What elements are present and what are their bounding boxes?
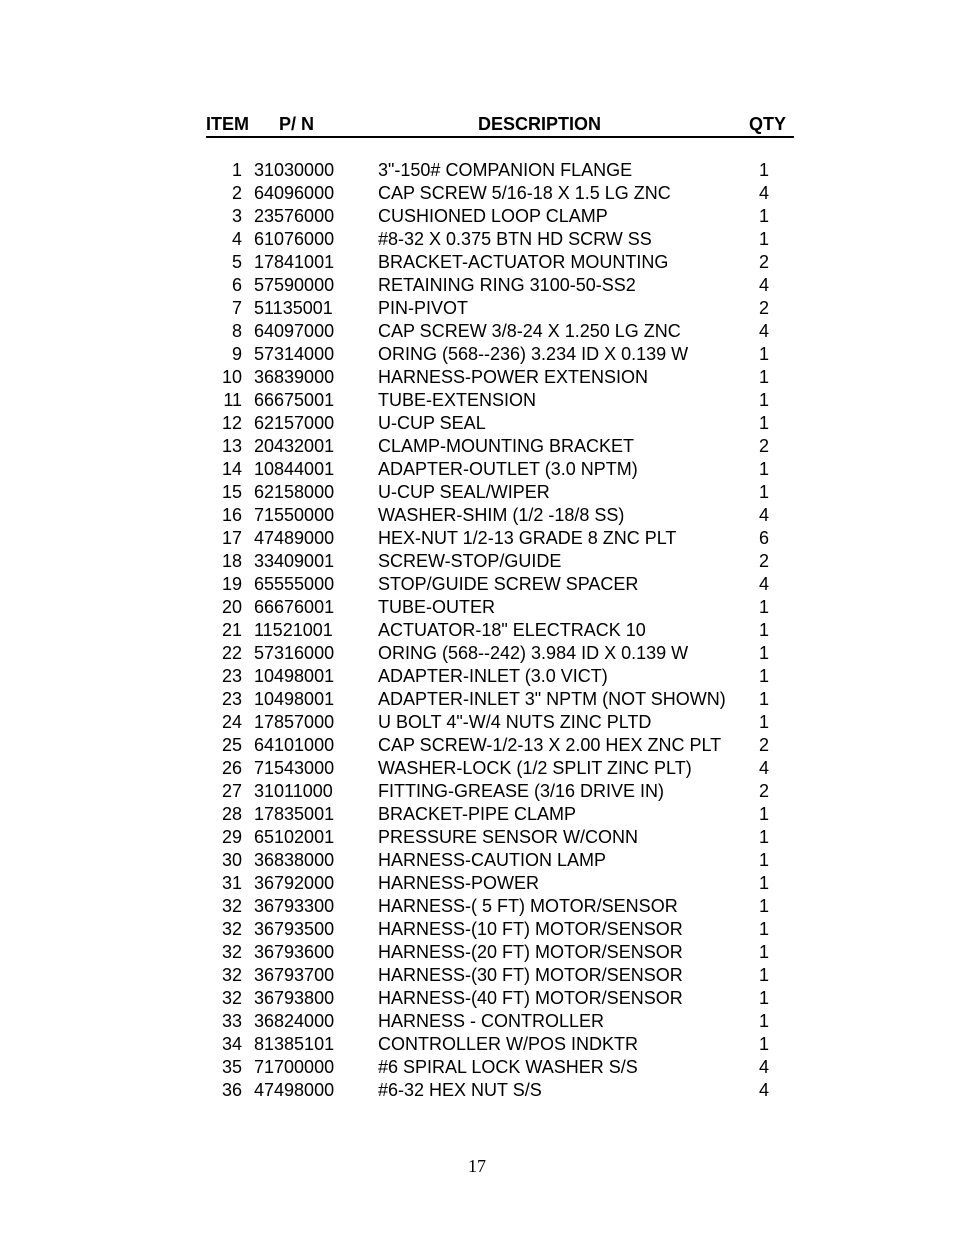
part-quantity: 1 [758, 643, 769, 663]
part-description: STOP/GUIDE SCREW SPACER [378, 574, 639, 594]
part-quantity: 1 [758, 160, 769, 180]
table-row [206, 274, 794, 297]
part-quantity: 4 [758, 505, 769, 525]
part-description: PRESSURE SENSOR W/CONN [378, 827, 639, 847]
part-number: 81385101 [254, 1034, 335, 1054]
part-description: CAP SCREW 3/8-24 X 1.250 LG ZNC [378, 321, 681, 341]
part-number: 10844001 [254, 459, 335, 479]
table-row [206, 412, 794, 435]
table-row [206, 642, 794, 665]
part-number: 36793600 [254, 942, 335, 962]
part-description: ACTUATOR-18" ELECTRACK 10 [378, 620, 646, 640]
part-quantity: 1 [758, 942, 769, 962]
part-number: 17835001 [254, 804, 335, 824]
table-row [206, 619, 794, 642]
part-description: ADAPTER-OUTLET (3.0 NPTM) [378, 459, 638, 479]
item-number: 32 [221, 988, 242, 1008]
part-quantity: 4 [758, 1057, 769, 1077]
part-number: 66675001 [254, 390, 335, 410]
item-number: 23 [221, 689, 242, 709]
item-number: 31 [221, 873, 242, 893]
item-number: 32 [221, 896, 242, 916]
part-description: HARNESS-CAUTION LAMP [378, 850, 607, 870]
part-quantity: 2 [758, 252, 769, 272]
table-row [206, 1033, 794, 1056]
item-number: 24 [221, 712, 242, 732]
table-row [206, 504, 794, 527]
item-number: 18 [221, 551, 242, 571]
part-number: 57590000 [254, 275, 335, 295]
item-number: 9 [231, 344, 242, 364]
item-number: 13 [221, 436, 242, 456]
part-number: 36793300 [254, 896, 335, 916]
part-quantity: 1 [758, 344, 769, 364]
table-row [206, 918, 794, 941]
item-number: 33 [221, 1011, 242, 1031]
part-quantity: 1 [758, 896, 769, 916]
part-number: 65102001 [254, 827, 335, 847]
item-number: 3 [231, 206, 242, 226]
part-description: #6 SPIRAL LOCK WASHER S/S [378, 1057, 638, 1077]
part-quantity: 1 [758, 459, 769, 479]
part-description: CAP SCREW-1/2-13 X 2.00 HEX ZNC PLT [378, 735, 722, 755]
item-number: 21 [221, 620, 242, 640]
part-quantity: 1 [758, 597, 769, 617]
part-description: HARNESS-(10 FT) MOTOR/SENSOR [378, 919, 683, 939]
part-description: SCREW-STOP/GUIDE [378, 551, 562, 571]
part-quantity: 1 [758, 712, 769, 732]
part-number: 23576000 [254, 206, 335, 226]
part-number: 36793500 [254, 919, 335, 939]
part-number: 36839000 [254, 367, 335, 387]
part-description: WASHER-LOCK (1/2 SPLIT ZINC PLT) [378, 758, 692, 778]
table-row [206, 872, 794, 895]
part-quantity: 4 [758, 758, 769, 778]
part-quantity: 4 [758, 321, 769, 341]
part-quantity: 2 [758, 735, 769, 755]
part-quantity: 1 [758, 666, 769, 686]
part-number: 17857000 [254, 712, 335, 732]
item-number: 4 [231, 229, 242, 249]
item-number: 35 [221, 1057, 242, 1077]
part-quantity: 1 [758, 919, 769, 939]
part-quantity: 2 [758, 298, 769, 318]
table-row [206, 228, 794, 251]
part-description: ORING (568--242) 3.984 ID X 0.139 W [378, 643, 689, 663]
item-number: 2 [231, 183, 242, 203]
part-quantity: 2 [758, 436, 769, 456]
item-number: 36 [221, 1080, 242, 1100]
item-number: 32 [221, 942, 242, 962]
item-number: 32 [221, 965, 242, 985]
part-quantity: 1 [758, 689, 769, 709]
table-row [206, 964, 794, 987]
part-quantity: 2 [758, 781, 769, 801]
parts-list-table [206, 112, 794, 1100]
table-row [206, 987, 794, 1010]
part-quantity: 4 [758, 183, 769, 203]
part-quantity: 1 [758, 850, 769, 870]
part-number: 10498001 [254, 689, 335, 709]
part-description: HEX-NUT 1/2-13 GRADE 8 ZNC PLT [378, 528, 677, 548]
part-quantity: 1 [758, 367, 769, 387]
item-number: 6 [231, 275, 242, 295]
table-row [206, 481, 794, 504]
part-number: 57316000 [254, 643, 335, 663]
part-quantity: 2 [758, 551, 769, 571]
part-description: ADAPTER-INLET (3.0 VICT) [378, 666, 608, 686]
table-body [206, 159, 794, 1102]
part-quantity: 1 [758, 620, 769, 640]
part-number: 62157000 [254, 413, 335, 433]
part-quantity: 6 [758, 528, 769, 548]
part-description: FITTING-GREASE (3/16 DRIVE IN) [378, 781, 665, 801]
part-number: 62158000 [254, 482, 335, 502]
item-number: 22 [221, 643, 242, 663]
part-quantity: 1 [758, 413, 769, 433]
item-number: 10 [221, 367, 242, 387]
part-description: RETAINING RING 3100-50-SS2 [378, 275, 636, 295]
part-number: 71550000 [254, 505, 335, 525]
table-row [206, 849, 794, 872]
item-number: 32 [221, 919, 242, 939]
table-row [206, 366, 794, 389]
item-number: 7 [231, 298, 242, 318]
part-number: 64101000 [254, 735, 335, 755]
table-row [206, 435, 794, 458]
table-row [206, 527, 794, 550]
table-row [206, 458, 794, 481]
part-number: 33409001 [254, 551, 335, 571]
part-description: #6-32 HEX NUT S/S [378, 1080, 542, 1100]
part-quantity: 1 [758, 1011, 769, 1031]
part-number: 36824000 [254, 1011, 335, 1031]
part-number: 61076000 [254, 229, 335, 249]
item-number: 29 [221, 827, 242, 847]
part-number: 57314000 [254, 344, 335, 364]
item-number: 19 [221, 574, 242, 594]
item-number: 20 [221, 597, 242, 617]
part-description: HARNESS - CONTROLLER [378, 1011, 605, 1031]
table-row [206, 159, 794, 182]
item-number: 27 [221, 781, 242, 801]
part-number: 20432001 [254, 436, 335, 456]
item-number: 16 [221, 505, 242, 525]
part-description: CAP SCREW 5/16-18 X 1.5 LG ZNC [378, 183, 671, 203]
item-number: 1 [231, 160, 242, 180]
part-quantity: 1 [758, 229, 769, 249]
part-number: 71543000 [254, 758, 335, 778]
item-number: 5 [231, 252, 242, 272]
part-quantity: 4 [758, 574, 769, 594]
part-number: 36838000 [254, 850, 335, 870]
table-row [206, 665, 794, 688]
part-number: 47489000 [254, 528, 335, 548]
part-description: HARNESS-(20 FT) MOTOR/SENSOR [378, 942, 683, 962]
part-quantity: 1 [758, 482, 769, 502]
table-row [206, 320, 794, 343]
table-row [206, 780, 794, 803]
part-description: CUSHIONED LOOP CLAMP [378, 206, 608, 226]
table-row [206, 343, 794, 366]
item-number: 11 [223, 390, 242, 410]
part-description: #8-32 X 0.375 BTN HD SCRW SS [378, 229, 652, 249]
table-row [206, 251, 794, 274]
part-number: 10498001 [254, 666, 335, 686]
table-row [206, 205, 794, 228]
part-description: ORING (568--236) 3.234 ID X 0.139 W [378, 344, 689, 364]
table-row [206, 895, 794, 918]
part-description: PIN-PIVOT [378, 298, 469, 318]
part-description: ADAPTER-INLET 3" NPTM (NOT SHOWN) [378, 689, 726, 709]
part-number: 17841001 [254, 252, 335, 272]
table-row [206, 596, 794, 619]
item-number: 28 [221, 804, 242, 824]
table-row [206, 297, 794, 320]
part-number: 66676001 [254, 597, 335, 617]
item-number: 15 [221, 482, 242, 502]
part-description: U-CUP SEAL/WIPER [378, 482, 550, 502]
table-row [206, 688, 794, 711]
part-description: HARNESS-POWER [378, 873, 540, 893]
part-number: 11521001 [254, 620, 333, 640]
table-row [206, 1056, 794, 1079]
page-number: 17 [468, 1156, 486, 1176]
part-number: 64097000 [254, 321, 335, 341]
item-number: 34 [221, 1034, 242, 1054]
part-number: 51135001 [254, 298, 333, 318]
part-quantity: 1 [758, 988, 769, 1008]
part-description: HARNESS-( 5 FT) MOTOR/SENSOR [378, 896, 678, 916]
item-number: 14 [221, 459, 242, 479]
part-description: WASHER-SHIM (1/2 -18/8 SS) [378, 505, 625, 525]
item-number: 25 [221, 735, 242, 755]
header-description: DESCRIPTION [478, 114, 602, 134]
part-description: CLAMP-MOUNTING BRACKET [378, 436, 635, 456]
part-number: 36793700 [254, 965, 335, 985]
table-row [206, 182, 794, 205]
table-row [206, 1010, 794, 1033]
part-description: HARNESS-(30 FT) MOTOR/SENSOR [378, 965, 683, 985]
part-description: TUBE-EXTENSION [378, 390, 537, 410]
part-number: 71700000 [254, 1057, 335, 1077]
table-row [206, 757, 794, 780]
part-quantity: 4 [758, 275, 769, 295]
item-number: 17 [221, 528, 242, 548]
item-number: 26 [221, 758, 242, 778]
part-description: U BOLT 4"-W/4 NUTS ZINC PLTD [378, 712, 652, 732]
part-number: 31011000 [254, 781, 333, 801]
part-number: 36792000 [254, 873, 335, 893]
table-row [206, 1079, 794, 1102]
table-row [206, 550, 794, 573]
part-quantity: 4 [758, 1080, 769, 1100]
part-quantity: 1 [758, 206, 769, 226]
item-number: 8 [231, 321, 242, 341]
part-description: TUBE-OUTER [378, 597, 495, 617]
part-description: BRACKET-PIPE CLAMP [378, 804, 577, 824]
part-quantity: 1 [758, 390, 769, 410]
table-row [206, 734, 794, 757]
item-number: 23 [221, 666, 242, 686]
part-description: 3"-150# COMPANION FLANGE [378, 160, 633, 180]
part-number: 31030000 [254, 160, 335, 180]
item-number: 30 [221, 850, 242, 870]
table-row [206, 803, 794, 826]
part-quantity: 1 [758, 873, 769, 893]
header-part-number: P/ N [279, 114, 315, 134]
part-quantity: 1 [758, 804, 769, 824]
item-number: 12 [221, 413, 242, 433]
part-number: 47498000 [254, 1080, 335, 1100]
table-row [206, 573, 794, 596]
part-number: 64096000 [254, 183, 335, 203]
table-header [206, 112, 794, 138]
part-description: BRACKET-ACTUATOR MOUNTING [378, 252, 669, 272]
table-row [206, 826, 794, 849]
part-description: HARNESS-(40 FT) MOTOR/SENSOR [378, 988, 683, 1008]
part-number: 36793800 [254, 988, 335, 1008]
header-quantity: QTY [748, 114, 786, 134]
header-item: ITEM [206, 114, 249, 134]
part-number: 65555000 [254, 574, 335, 594]
part-quantity: 1 [758, 1034, 769, 1054]
part-description: HARNESS-POWER EXTENSION [378, 367, 649, 387]
table-row [206, 711, 794, 734]
table-row [206, 941, 794, 964]
part-description: U-CUP SEAL [378, 413, 486, 433]
part-quantity: 1 [758, 965, 769, 985]
part-description: CONTROLLER W/POS INDKTR [378, 1034, 639, 1054]
table-row [206, 389, 794, 412]
part-quantity: 1 [758, 827, 769, 847]
